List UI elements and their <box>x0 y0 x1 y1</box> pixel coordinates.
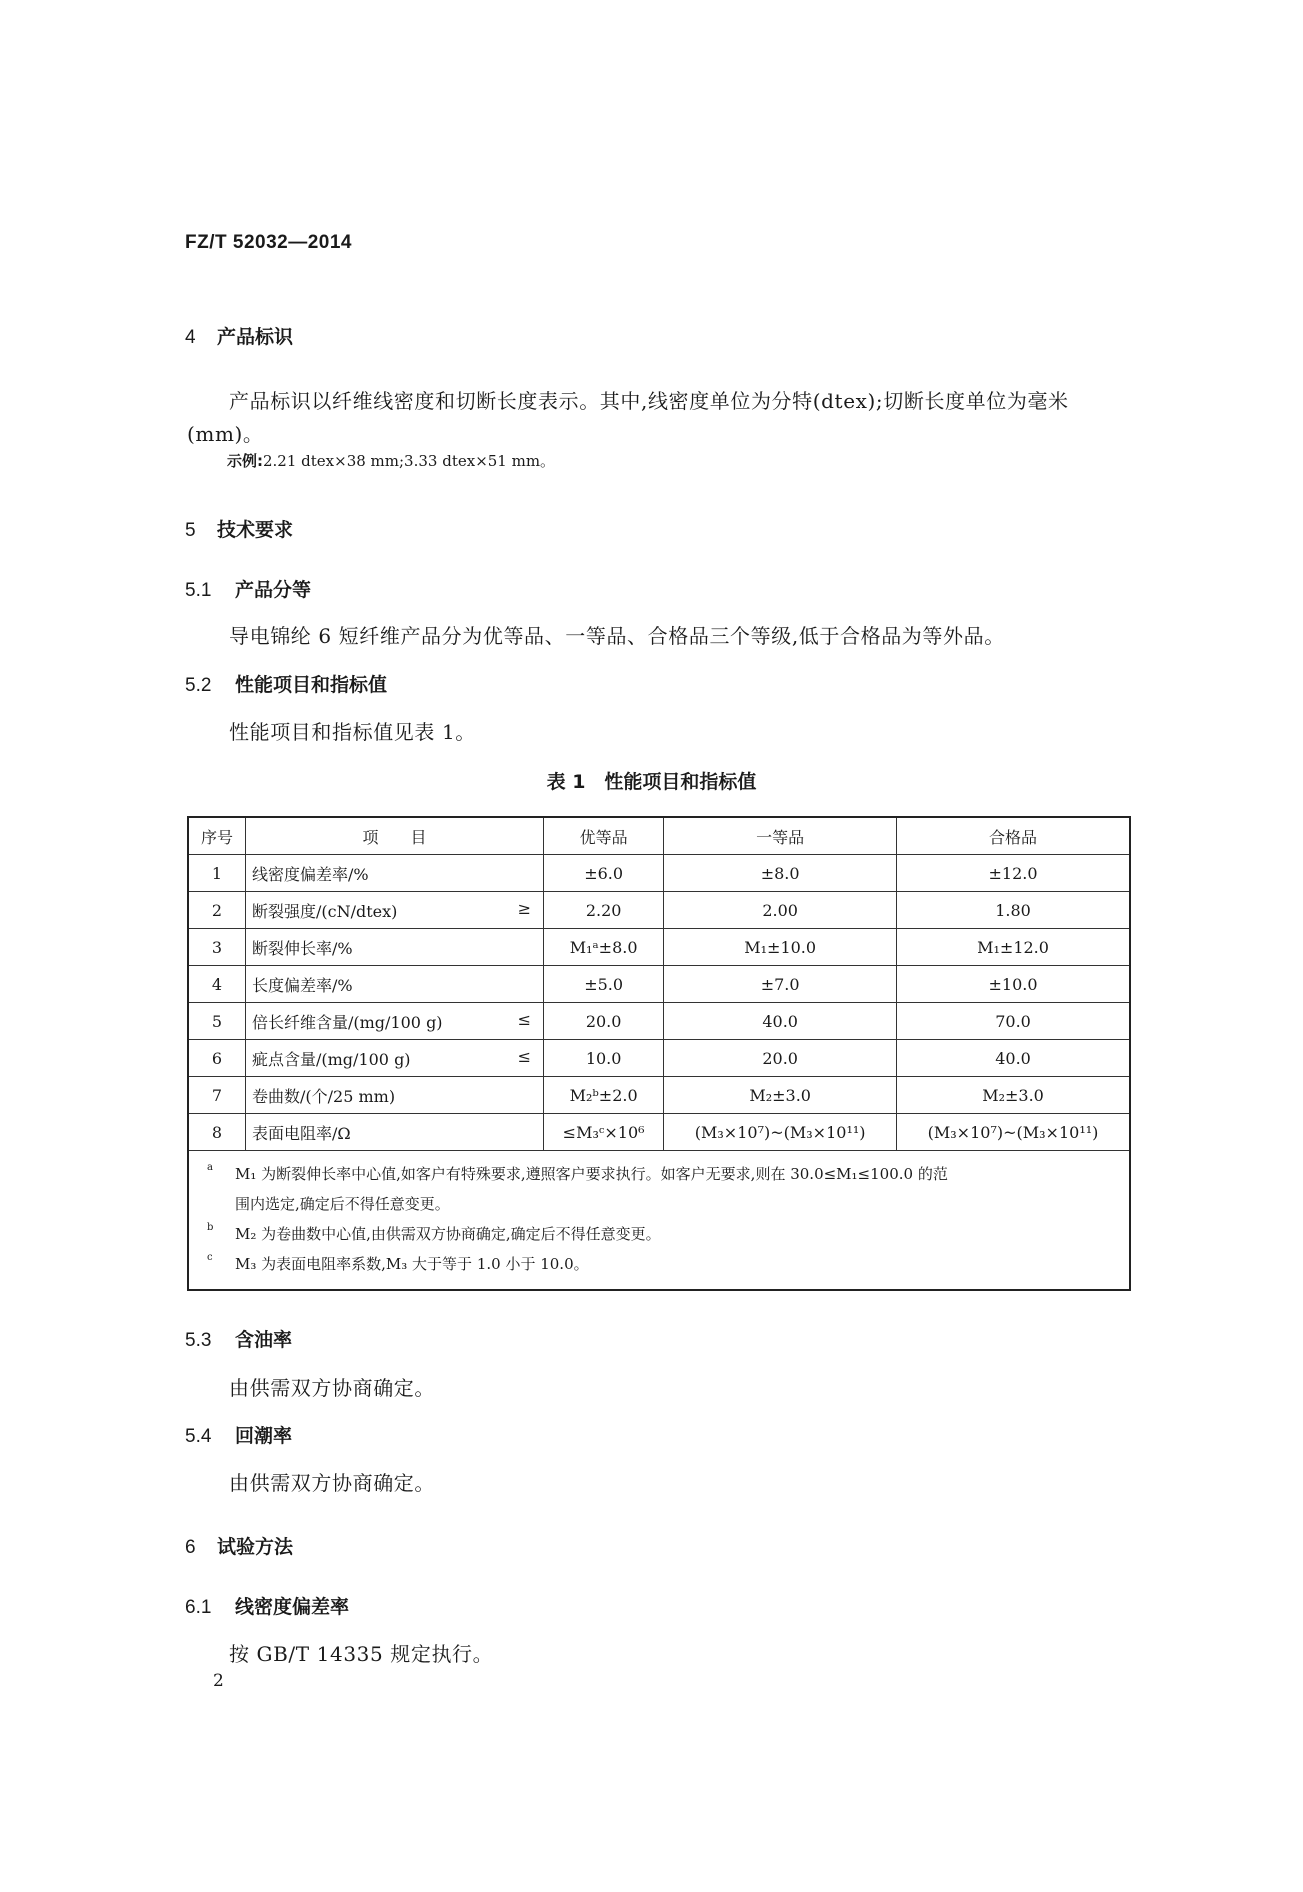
header-grade-premium: 优等品 <box>544 817 664 855</box>
header-grade-first: 一等品 <box>664 817 897 855</box>
table-note <box>199 1249 1119 1279</box>
row-no: 6 <box>188 1040 246 1077</box>
section-number: 6.1 <box>185 1597 212 1618</box>
section-number: 5.2 <box>185 675 212 696</box>
header-grade-qualified: 合格品 <box>897 817 1130 855</box>
table-row <box>188 929 1130 966</box>
note-line: 围内选定,确定后不得任意变更。 <box>235 1195 450 1213</box>
value-qualified: ±12.0 <box>897 855 1130 892</box>
note-line: M₂ 为卷曲数中心值,由供需双方协商确定,确定后不得任意变更。 <box>235 1225 661 1243</box>
table-row <box>188 892 1130 929</box>
section-4-heading <box>185 322 293 349</box>
header-item: 项 目 <box>246 817 544 855</box>
value-premium: M₂ᵇ±2.0 <box>544 1077 664 1114</box>
section-number: 5.3 <box>185 1330 212 1351</box>
note-line: M₃ 为表面电阻率系数,M₃ 大于等于 1.0 小于 10.0。 <box>235 1255 589 1273</box>
value-premium: ±6.0 <box>544 855 664 892</box>
sec5-1-paragraph: 导电锦纶 6 短纤维产品分为优等品、一等品、合格品三个等级,低于合格品为等外品。 <box>229 624 1005 648</box>
row-no: 3 <box>188 929 246 966</box>
row-no: 7 <box>188 1077 246 1114</box>
example-label: 示例: <box>227 452 263 470</box>
table-row <box>188 1040 1130 1077</box>
row-no: 8 <box>188 1114 246 1151</box>
note-mark: a <box>207 1162 213 1173</box>
table-row <box>188 855 1130 892</box>
row-item <box>246 1040 544 1077</box>
table-caption: 表 1 性能项目和指标值 <box>546 771 757 793</box>
section-title: 产品标识 <box>217 326 294 348</box>
value-first: 40.0 <box>664 1003 897 1040</box>
value-qualified: 70.0 <box>897 1003 1130 1040</box>
section-title: 线密度偏差率 <box>235 1596 350 1618</box>
sec4-paragraph-line2: (mm)。 <box>187 422 264 446</box>
standard-number: FZ/T 52032—2014 <box>185 232 352 253</box>
value-first: M₂±3.0 <box>664 1077 897 1114</box>
note-mark: c <box>207 1252 213 1263</box>
item-label: 断裂伸长率/% <box>252 938 353 958</box>
table-row <box>188 1114 1130 1151</box>
item-operator: ≥ <box>517 898 531 918</box>
item-operator: ≤ <box>517 1046 531 1066</box>
value-first: 20.0 <box>664 1040 897 1077</box>
sec5-4-paragraph: 由供需双方协商确定。 <box>229 1471 435 1495</box>
table-row <box>188 1077 1130 1114</box>
section-number: 5 <box>185 520 196 541</box>
value-premium: 2.20 <box>544 892 664 929</box>
value-first: ±7.0 <box>664 966 897 1003</box>
value-first: ±8.0 <box>664 855 897 892</box>
table-note <box>199 1159 1119 1219</box>
value-first: M₁±10.0 <box>664 929 897 966</box>
row-no: 4 <box>188 966 246 1003</box>
section-title: 含油率 <box>235 1329 293 1351</box>
value-qualified: M₂±3.0 <box>897 1077 1130 1114</box>
table-header-row <box>188 817 1130 855</box>
value-premium: M₁ᵃ±8.0 <box>544 929 664 966</box>
section-title: 性能项目和指标值 <box>235 674 388 696</box>
item-label: 卷曲数/(个/25 mm) <box>252 1086 396 1106</box>
example-text: 2.21 dtex×38 mm;3.33 dtex×51 mm。 <box>263 452 556 470</box>
sec6-1-paragraph: 按 GB/T 14335 规定执行。 <box>229 1642 494 1666</box>
row-item <box>246 1114 544 1151</box>
value-qualified: ±10.0 <box>897 966 1130 1003</box>
row-item <box>246 1077 544 1114</box>
section-number: 6 <box>185 1537 196 1558</box>
item-label: 断裂强度/(cN/dtex) <box>252 901 398 921</box>
row-item <box>246 892 544 929</box>
header-no: 序号 <box>188 817 246 855</box>
item-label: 线密度偏差率/% <box>252 864 369 884</box>
table-row <box>188 966 1130 1003</box>
section-number: 5.1 <box>185 580 212 601</box>
item-label: 倍长纤维含量/(mg/100 g) <box>252 1012 443 1032</box>
row-item <box>246 929 544 966</box>
value-qualified: M₁±12.0 <box>897 929 1130 966</box>
value-qualified: 1.80 <box>897 892 1130 929</box>
value-first: 2.00 <box>664 892 897 929</box>
row-no: 1 <box>188 855 246 892</box>
row-no: 5 <box>188 1003 246 1040</box>
item-label: 长度偏差率/% <box>252 975 353 995</box>
value-qualified: (M₃×10⁷)~(M₃×10¹¹) <box>897 1114 1130 1151</box>
value-premium: 20.0 <box>544 1003 664 1040</box>
note-mark: b <box>207 1222 214 1233</box>
section-6-heading <box>185 1532 293 1559</box>
value-first: (M₃×10⁷)~(M₃×10¹¹) <box>664 1114 897 1151</box>
row-item <box>246 1003 544 1040</box>
row-no: 2 <box>188 892 246 929</box>
section-title: 回潮率 <box>235 1425 293 1447</box>
section-5-3-heading <box>185 1325 292 1352</box>
table-note <box>199 1219 1119 1249</box>
value-premium: ±5.0 <box>544 966 664 1003</box>
section-title: 试验方法 <box>217 1536 294 1558</box>
table-row <box>188 1003 1130 1040</box>
item-operator: ≤ <box>517 1009 531 1029</box>
section-title: 技术要求 <box>217 519 294 541</box>
section-5-2-heading <box>185 670 387 697</box>
section-number: 5.4 <box>185 1426 212 1447</box>
sec4-paragraph-line1: 产品标识以纤维线密度和切断长度表示。其中,线密度单位为分特(dtex);切断长度单位为毫米 <box>229 389 1069 413</box>
section-title: 产品分等 <box>235 579 312 601</box>
page-number: 2 <box>213 1671 224 1691</box>
row-item <box>246 855 544 892</box>
sec5-2-paragraph: 性能项目和指标值见表 1。 <box>229 720 476 744</box>
item-label: 表面电阻率/Ω <box>252 1123 351 1143</box>
table-notes <box>188 1151 1130 1291</box>
section-5-heading <box>185 515 293 542</box>
section-5-4-heading <box>185 1421 292 1448</box>
table-notes-row <box>188 1151 1130 1291</box>
value-premium: 10.0 <box>544 1040 664 1077</box>
example-line <box>227 450 555 471</box>
section-6-1-heading <box>185 1592 349 1619</box>
sec5-3-paragraph: 由供需双方协商确定。 <box>229 1376 435 1400</box>
note-line: M₁ 为断裂伸长率中心值,如客户有特殊要求,遵照客户要求执行。如客户无要求,则在 30.0≤M₁≤100.0 的范 <box>235 1165 948 1183</box>
value-premium: ≤M₃ᶜ×10⁶ <box>544 1114 664 1151</box>
item-label: 疵点含量/(mg/100 g) <box>252 1049 411 1069</box>
section-5-1-heading <box>185 575 311 602</box>
section-number: 4 <box>185 327 196 348</box>
performance-table <box>187 816 1131 1291</box>
value-qualified: 40.0 <box>897 1040 1130 1077</box>
row-item <box>246 966 544 1003</box>
